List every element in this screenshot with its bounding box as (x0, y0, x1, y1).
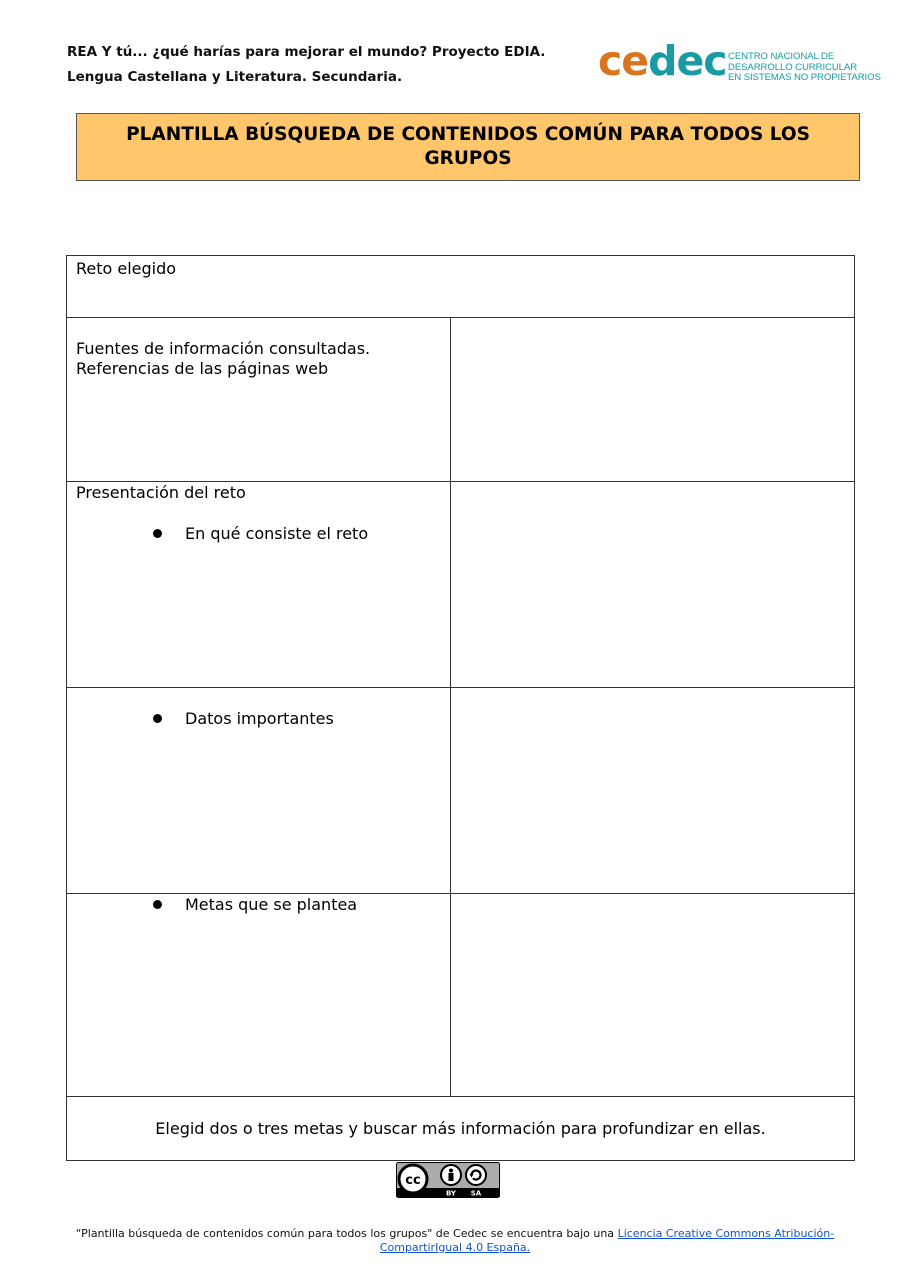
cell-metas-answer[interactable] (451, 894, 855, 1097)
bullet-dot-icon (153, 900, 162, 909)
row-final (67, 1097, 855, 1161)
label-reto-elegido: Reto elegido (76, 259, 177, 278)
row-metas (67, 894, 855, 1097)
cell-fuentes-label (67, 318, 451, 482)
logo-word-ce: ce (598, 37, 649, 85)
cell-final-instruction (67, 1097, 855, 1161)
label-fuentes-line2: Referencias de las páginas web (76, 359, 329, 378)
cedec-logo-word (598, 38, 727, 84)
cedec-logo-subtitle (728, 52, 888, 84)
bullet-consiste-text: En qué consiste el reto (185, 524, 369, 543)
bullet-consiste (67, 524, 450, 544)
bullet-dot-icon (153, 714, 162, 723)
row-fuentes (67, 318, 855, 482)
cell-reto-elegido[interactable] (67, 256, 855, 318)
final-instruction-text: Elegid dos o tres metas y buscar más información para profundizar en ellas. (155, 1118, 766, 1138)
license-link[interactable]: Licencia Creative Commons Atribución-CompartirIgual 4.0 España. (379, 1227, 835, 1254)
logo-sub-line-3: EN SISTEMAS NO PROPIETARIOS (728, 72, 881, 83)
bullet-datos-text: Datos importantes (185, 709, 334, 728)
license-footer (60, 1227, 850, 1255)
cell-presentacion-label (67, 482, 451, 688)
footer-text: “Plantilla búsqueda de contenidos común para todos los grupos" de Cedec se encuentra bajo una (75, 1227, 618, 1240)
cc-by-sa-badge-icon[interactable] (396, 1162, 500, 1198)
cell-presentacion-answer[interactable] (451, 482, 855, 688)
label-presentacion: Presentación del reto (76, 483, 246, 502)
page-title: PLANTILLA BÚSQUEDA DE CONTENIDOS COMÚN PARA TODOS LOS GRUPOS (126, 124, 810, 169)
cell-datos-answer[interactable] (451, 688, 855, 894)
header-subject-line: Lengua Castellana y Literatura. Secundaria. (67, 69, 403, 85)
label-fuentes-line1: Fuentes de información consultadas. (76, 339, 371, 358)
bullet-metas (67, 895, 450, 915)
cc-sa-label: SA (470, 1189, 482, 1198)
row-reto-elegido (67, 256, 855, 318)
cc-badge-label: cc (405, 1173, 421, 1188)
logo-word-dec: dec (648, 37, 727, 85)
bullet-datos (67, 709, 450, 729)
logo-sub-line-2: DESARROLLO CURRICULAR (728, 61, 858, 73)
template-table (66, 255, 855, 1161)
header-project-line: REA Y tú... ¿qué harías para mejorar el mundo? Proyecto EDIA. (67, 44, 546, 60)
logo-sub-line-1: CENTRO NACIONAL DE (728, 51, 835, 62)
bullet-dot-icon (153, 529, 162, 538)
row-presentacion (67, 482, 855, 688)
cell-fuentes-answer[interactable] (451, 318, 855, 482)
cc-by-label: BY (445, 1189, 457, 1198)
cell-metas-label (67, 894, 451, 1097)
title-banner (76, 113, 860, 181)
cell-datos-label (67, 688, 451, 894)
row-datos (67, 688, 855, 894)
bullet-metas-text: Metas que se plantea (185, 895, 358, 914)
